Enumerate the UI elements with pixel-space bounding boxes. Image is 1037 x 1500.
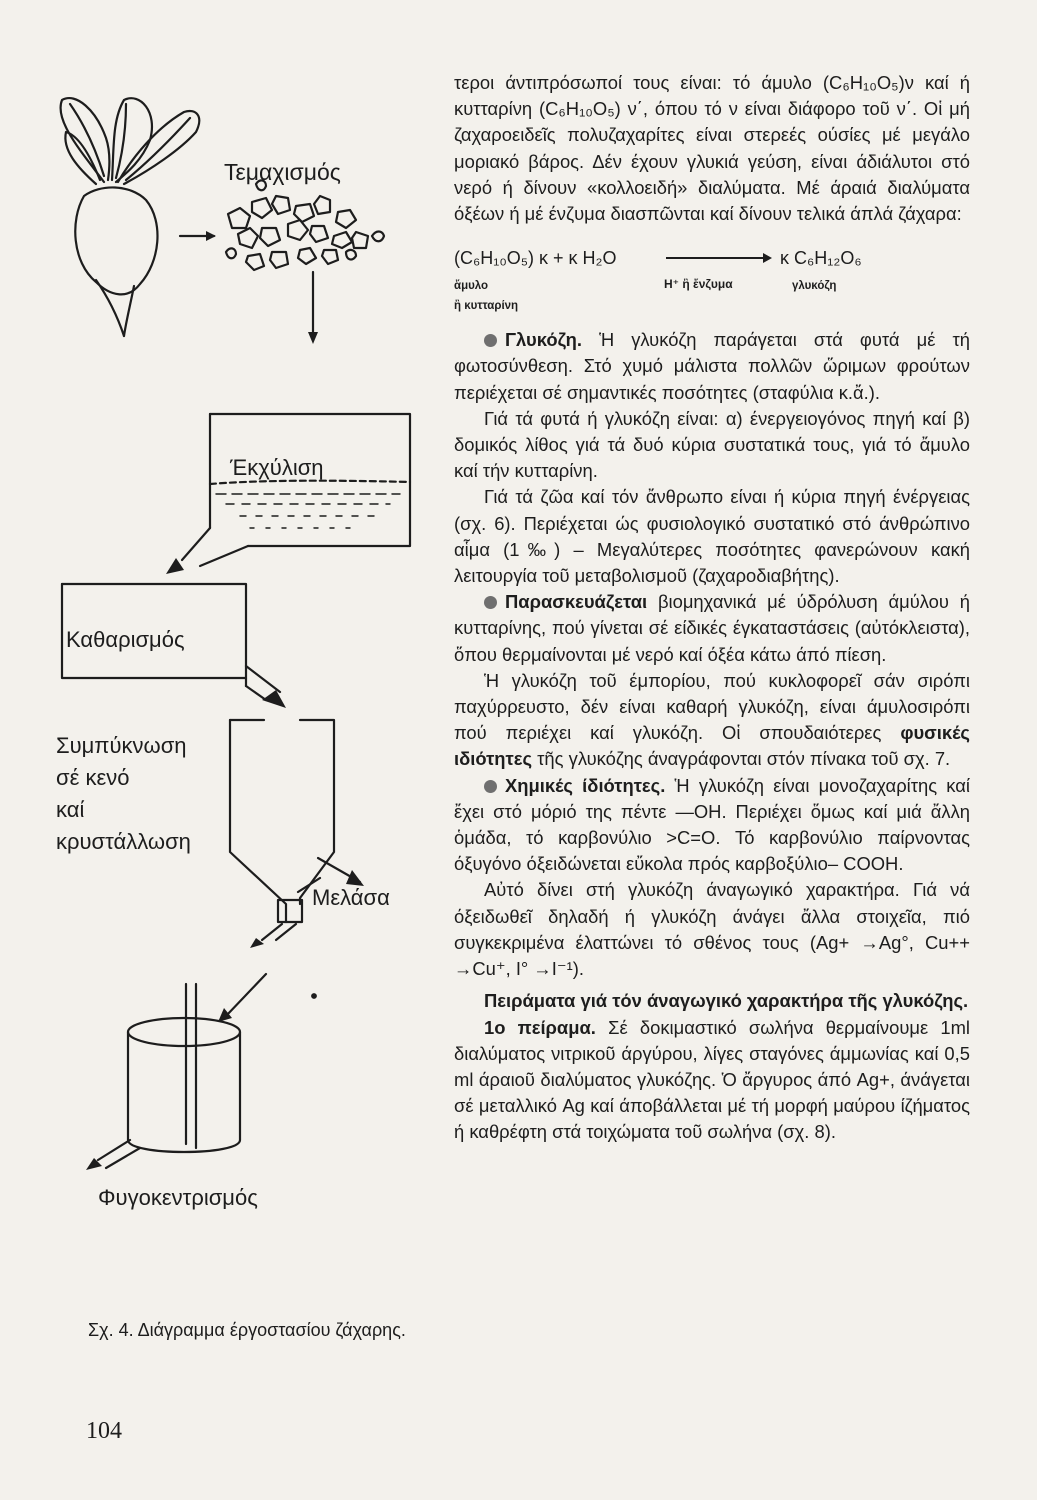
section-heading: Γλυκόζη. bbox=[505, 329, 582, 351]
paragraph-text: Ἡ γλυκόζη είναι μονοζαχαρίτης καί ἔχει στό μόριό της πέντε —OH. Περιέχει ὅμως καί μιά ἄλλη ὁμάδα, τό καρβονύλιο >C=O. Τό καρβονύλιο παίρνοντας όξυγόνο όξειδώνεται εὔκολα πρός καρβοξύλιο– COOH. bbox=[454, 774, 970, 875]
equation-sub-cellulose: ἢ κυτταρίνη bbox=[454, 300, 519, 313]
paragraph: Γιά τά φυτά ή γλυκόζη είναι: α) ένεργειογόνος πηγή καί β) δομικός λίθος γιά τά δυό κύρια συστατικά τους, γιά τό ἄμυλο καί τήν κυτταρίνη. bbox=[454, 407, 970, 482]
paragraph: Αὐτό δίνει στή γλυκόζη άναγωγικό χαρακτήρα. Γιά νά όξειδωθεῖ δηλαδή ή γλυκόζη άνάγει ἄλλα στοιχεῖα, πιό συγκεκριμένα έλαττώνει τό σθένος τους (Ag+ →Ag°, Cu++ →Cu⁺, I° →I⁻¹). bbox=[454, 879, 970, 980]
centrifuge-icon bbox=[86, 974, 316, 1170]
equation-sub-glucose: γλυκόζη bbox=[792, 280, 837, 293]
concentration-vessel-icon bbox=[230, 720, 364, 948]
paragraph-text: τῆς γλυκόζης άναγράφονται στόν πίνακα τοῦ σχ. 7. bbox=[537, 748, 951, 770]
chopped-beet-pieces-icon bbox=[226, 180, 384, 270]
label-concentration-line: κρυστάλλωση bbox=[56, 829, 191, 854]
bullet-icon bbox=[484, 780, 497, 793]
label-centrifuge: Φυγοκεντρισμός bbox=[98, 1185, 258, 1210]
beet-root-icon bbox=[75, 187, 157, 336]
paragraph: Γιά τά ζῶα καί τόν ἄνθρωπο είναι ή κύρια πηγή ένέργειας (σχ. 6). Περιέχεται ώς φυσιολογικό συστατικό στό άνθρώπινο αἷμα (1‰) – Μεγαλύτερες ποσότητες φανερώνουν κακή λειτουργία τοῦ μεταβολισμοῦ (ζαχαροδιαβήτης). bbox=[454, 486, 970, 587]
label-concentration-line: σέ κενό bbox=[56, 765, 130, 790]
label-concentration bbox=[56, 730, 191, 858]
label-purification: Καθαρισμός bbox=[66, 627, 185, 652]
section-heading: Χημικές ίδιότητες. bbox=[505, 774, 666, 796]
emphasis-text: φυσικές ιδιότητες bbox=[454, 722, 970, 770]
paragraph-text: Σέ δοκιμαστικό σωλήνα θερμαίνουμε 1ml διαλύματος νιτρικοῦ άργύρου, λίγες σταγόνες άμμωνίας καί 0,5 ml άραιοῦ διαλύματος γλυκόζης. Ὁ ἄργυρος άπό Ag+, άνάγεται σέ μεταλλικό Ag καί άποβάλλεται μέ τή μορφή μαύρου ίζήματος ή καθρέφτη στά τοιχώματα τοῦ σωλήνα (σχ. 8). bbox=[454, 1016, 970, 1143]
paragraph-text: Ἡ γλυκόζη τοῦ έμπορίου, πού κυκλοφορεῖ σάν σιρόπι παχύρρευστο, δέν είναι καθαρή γλυκόζη, είναι άμυλοσιρόπι πού περιέχει καί γλυκόζη. Οἱ σπουδαιότερες bbox=[454, 669, 970, 744]
label-concentration-line: Συμπύκνωση bbox=[56, 733, 187, 758]
label-chopping: Τεμαχισμός bbox=[224, 159, 341, 185]
paragraph bbox=[454, 589, 970, 668]
bullet-icon bbox=[484, 334, 497, 347]
sugar-factory-diagram bbox=[0, 0, 440, 1380]
equation-right: κ C₆H₁₂O₆ bbox=[780, 248, 862, 269]
reaction-arrow-icon bbox=[666, 257, 770, 259]
paragraph-text: βιομηχανικά μέ ύδρόλυση άμύλου ή κυτταρίνης, πού γίνεται σέ είδικές έγκαταστάσεις (αὐτόκλειστα), ὅπου θερμαίνονται μέ νερό καί όξέα κάτω άπό πίεση. bbox=[454, 591, 970, 665]
text-column bbox=[454, 70, 970, 1146]
paragraph-text: Ἡ γλυκόζη παράγεται στά φυτά μέ τή φωτοσύνθεση. Στό χυμό μάλιστα πολλῶν ὥριμων φρούτων περιέχεται σέ σημαντικές ποσότητες (σταφύλια κ.ἄ.). bbox=[454, 329, 970, 403]
section-heading: Πειράματα γιά τόν άναγωγικό χαρακτήρα τῆς γλυκόζης. bbox=[484, 990, 969, 1012]
paragraph bbox=[454, 773, 970, 878]
paragraph: τεροι άντιπρόσωποί τους είναι: τό άμυλο (C₆H₁₀O₅)ν καί ή κυτταρίνη (C₆H₁₀O₅) ν΄, όπου τό ν είναι διάφορο τοῦ ν΄. Οἱ μή ζαχαροειδεῖς πολυζαχαρίτες είναι στερεές ούσίες μέ μεγάλο μοριακό βάρος. Δέν έχουν γλυκιά γεύση, είναι άδιάλυτοι στό νερό ή δίνουν «κολλοειδή» διαλύματα. Μέ άραιά διαλύματα όξέων ή μέ ένζυμα διασπῶνται καί δίνουν τελικά άπλά ζάχαρα: bbox=[454, 72, 970, 225]
section-heading: Παρασκευάζεται bbox=[505, 591, 648, 613]
hydrolysis-equation bbox=[454, 237, 970, 321]
figure-caption: Σχ. 4. Διάγραμμα έργοστασίου ζάχαρης. bbox=[88, 1320, 406, 1340]
equation-left: (C₆H₁₀O₅) κ + κ H₂O bbox=[454, 248, 617, 269]
section-heading: 1ο πείραμα. bbox=[484, 1016, 596, 1038]
paragraph bbox=[454, 1015, 970, 1146]
equation-sub-starch: ἄμυλο bbox=[454, 280, 489, 293]
paragraph bbox=[454, 327, 970, 406]
equation-sub-catalyst: H⁺ ἢ ἔνζυμα bbox=[664, 277, 733, 292]
label-concentration-line: καί bbox=[56, 797, 85, 822]
paragraph bbox=[454, 668, 970, 773]
label-molasses: Μελάσα bbox=[312, 885, 390, 910]
label-extraction: Έκχύλιση bbox=[230, 455, 324, 480]
bullet-icon bbox=[484, 596, 497, 609]
page-number: 104 bbox=[86, 1418, 122, 1444]
beet-leaves-icon bbox=[61, 98, 200, 184]
